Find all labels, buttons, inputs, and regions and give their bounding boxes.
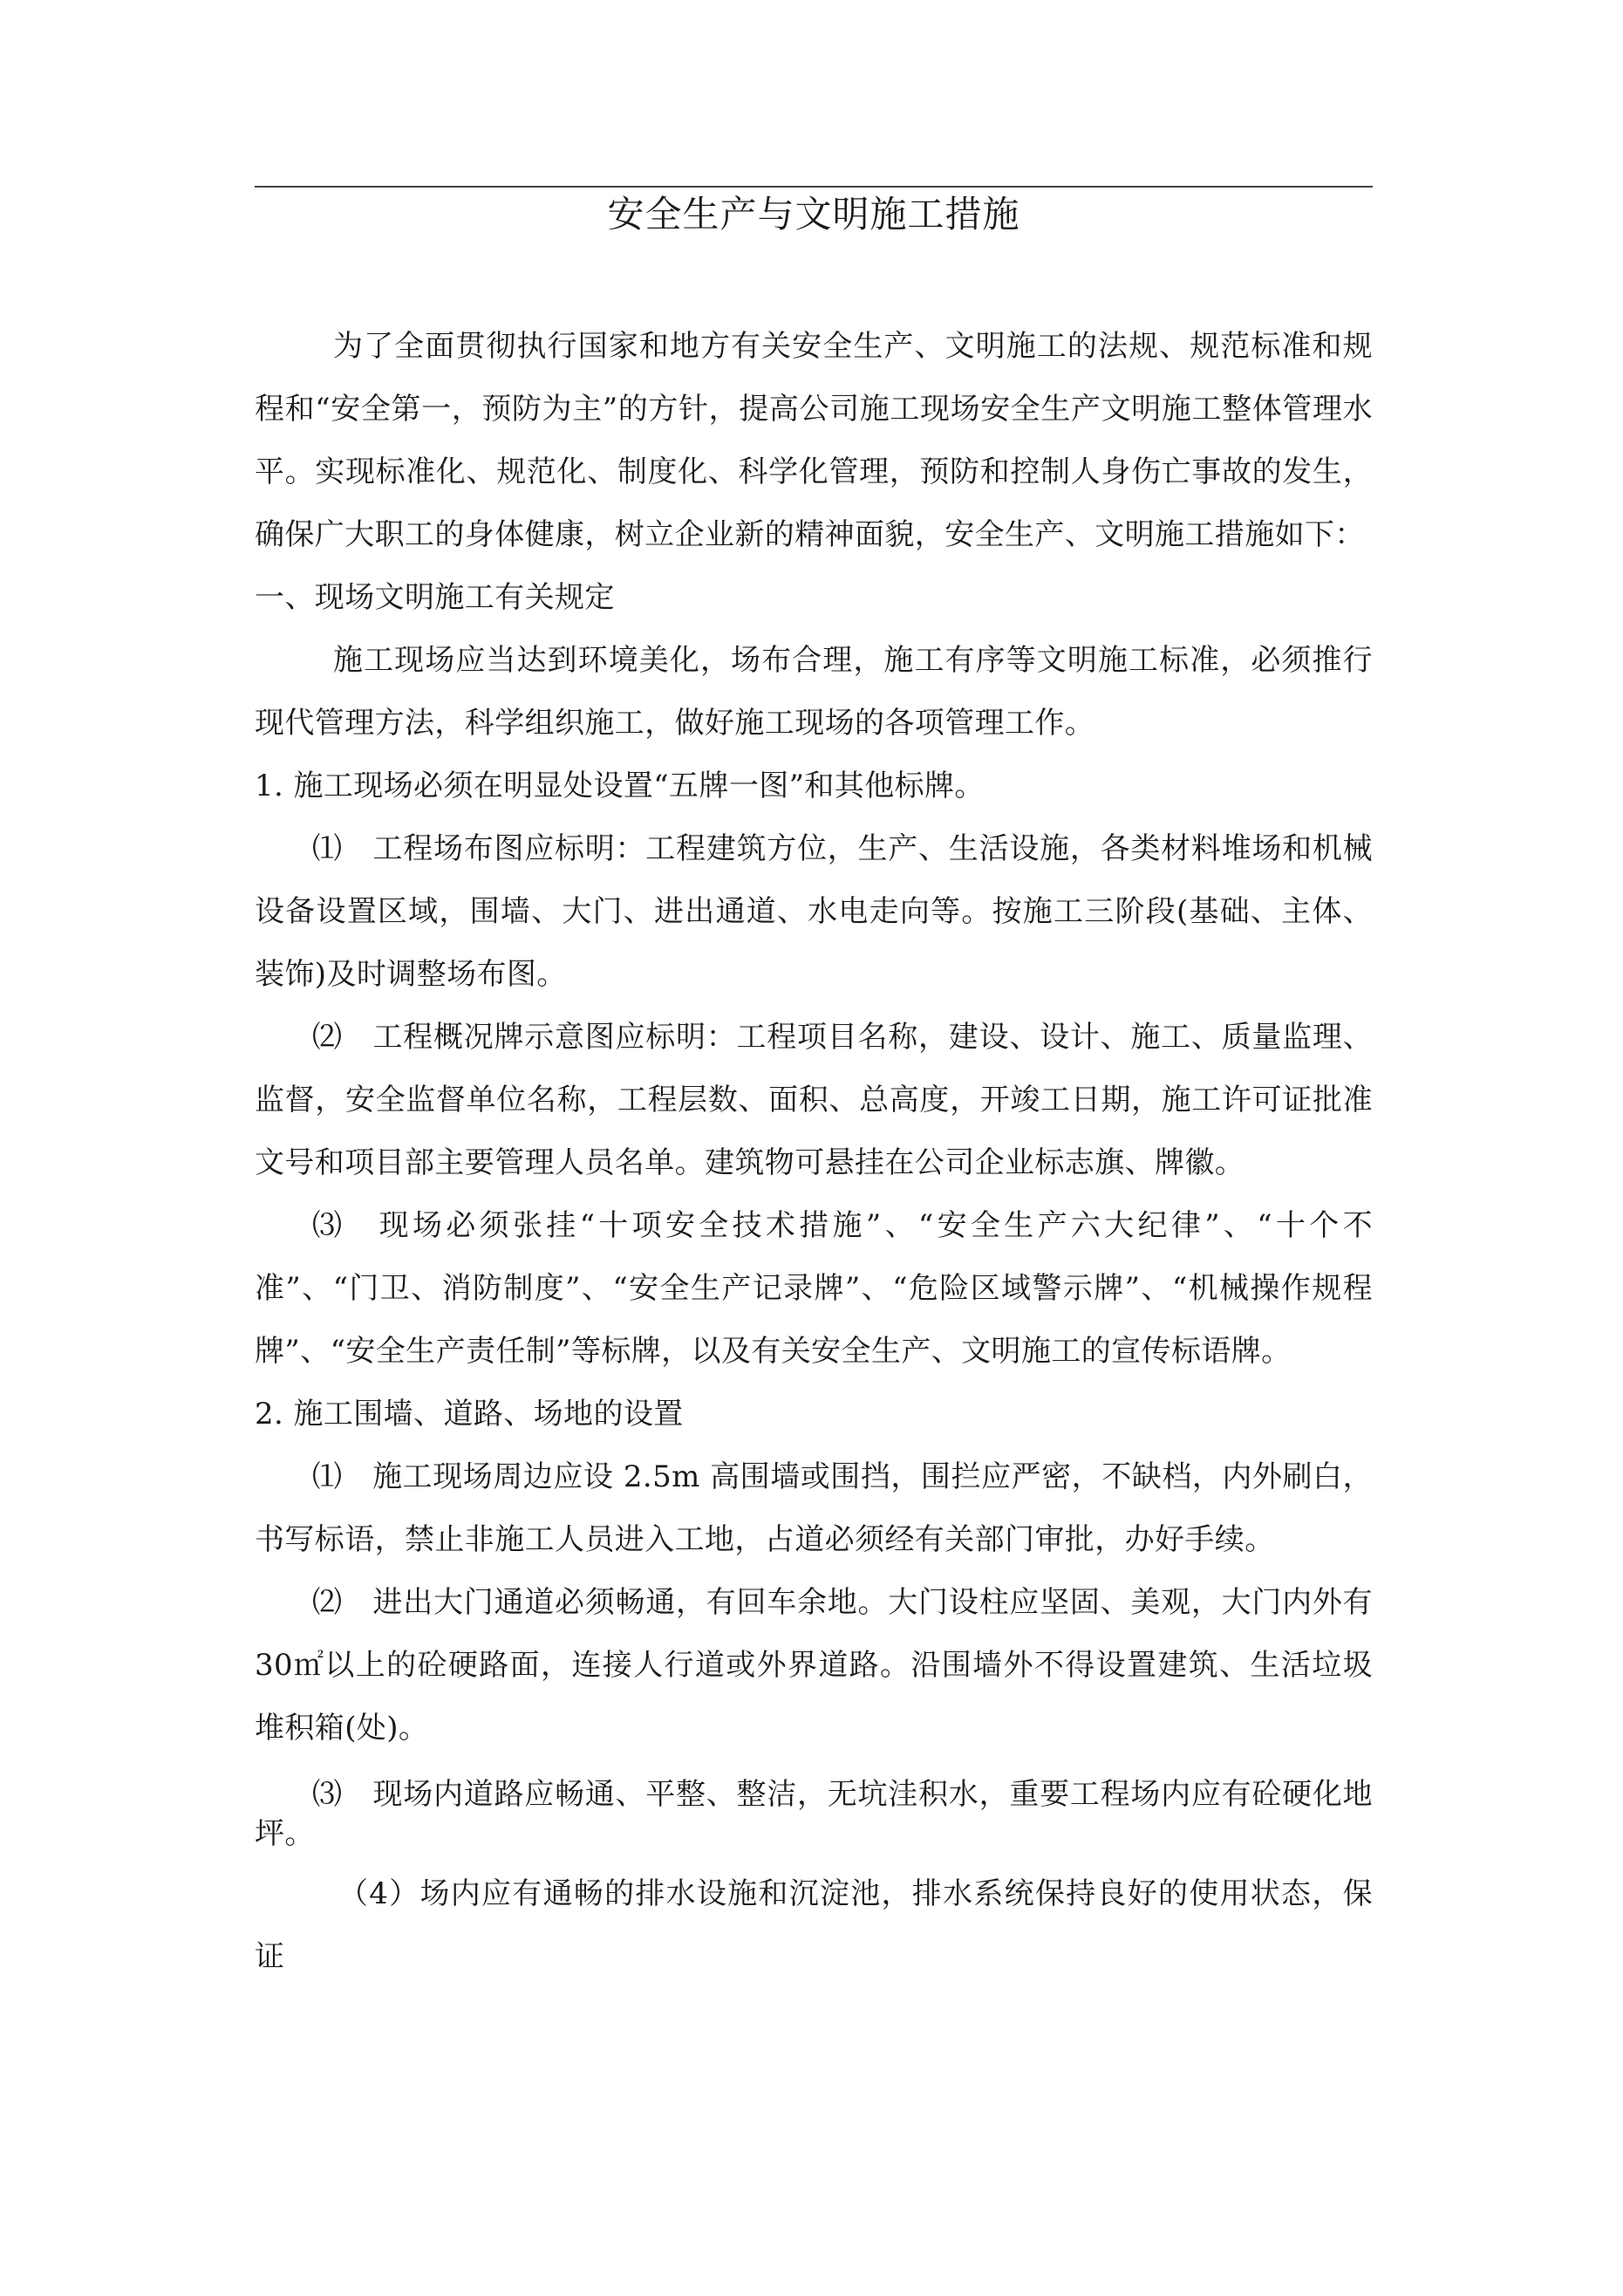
list-item: ⑴ 施工现场周边应设 2.5m 高围墙或围挡，围拦应严密，不缺档，内外刷白，书写标语，禁止非施工人员进入工地，占道必须经有关部门审批，办好手续。 bbox=[255, 1459, 1373, 1557]
section-heading: 一、现场文明施工有关规定 bbox=[255, 580, 615, 615]
list-item: ⑵ 工程概况牌示意图应标明：工程项目名称，建设、设计、施工、质量监理、监督，安全监督单位名称，工程层数、面积、总高度，开竣工日期，施工许可证批准文号和项目部主要管理人员名单。建筑物可悬挂在公司企业标志旗、牌徽。 bbox=[255, 1020, 1373, 1180]
paragraph-intro: 为了全面贯彻执行国家和地方有关安全生产、文明施工的法规、规范标准和规程和“安全第一，预防为主”的方针，提高公司施工现场安全生产文明施工整体管理水平。实现标准化、规范化、制度化、科学化管理，预防和控制人身伤亡事故的发生，确保广大职工的身体健康，树立企业新的精神面貌，安全生产、文明施工措施如下： bbox=[255, 329, 1373, 552]
list-item: ⑶ 现场内道路应畅通、平整、整洁，无坑洼积水，重要工程场内应有砼硬化地坪。 bbox=[255, 1777, 1373, 1851]
paragraph-section-intro: 施工现场应当达到环境美化，场布合理，施工有序等文明施工标准，必须推行现代管理方法，科学组织施工，做好施工现场的各项管理工作。 bbox=[255, 643, 1373, 741]
list-item: ⑵ 进出大门通道必须畅通，有回车余地。大门设柱应坚固、美观，大门内外有 30㎡以上的砼硬路面，连接人行道或外界道路。沿围墙外不得设置建筑、生活垃圾堆积箱(处)。 bbox=[255, 1585, 1373, 1746]
list-item: ⑴ 工程场布图应标明：工程建筑方位，生产、生活设施，各类材料堆场和机械设备设置区域，围墙、大门、进出通道、水电走向等。按施工三阶段(基础、主体、装饰)及时调整场布图。 bbox=[255, 831, 1373, 992]
item-heading: 2. 施工围墙、道路、场地的设置 bbox=[255, 1397, 684, 1432]
document-title: 安全生产与文明施工措施 bbox=[607, 193, 1020, 236]
list-item: ⑶ 现场必须张挂“十项安全技术措施”、“安全生产六大纪律”、“十个不准”、“门卫、消防制度”、“安全生产记录牌”、“危险区域警示牌”、“机械操作规程牌”、“安全生产责任制”等标牌，以及有关安全生产、文明施工的宣传标语牌。 bbox=[255, 1208, 1373, 1369]
list-item: （4）场内应有通畅的排水设施和沉淀池，排水系统保持良好的使用状态，保证 bbox=[255, 1876, 1373, 1974]
document-body bbox=[255, 315, 1373, 1988]
item-heading: 1. 施工现场必须在明显处设置“五牌一图”和其他标牌。 bbox=[255, 769, 985, 803]
